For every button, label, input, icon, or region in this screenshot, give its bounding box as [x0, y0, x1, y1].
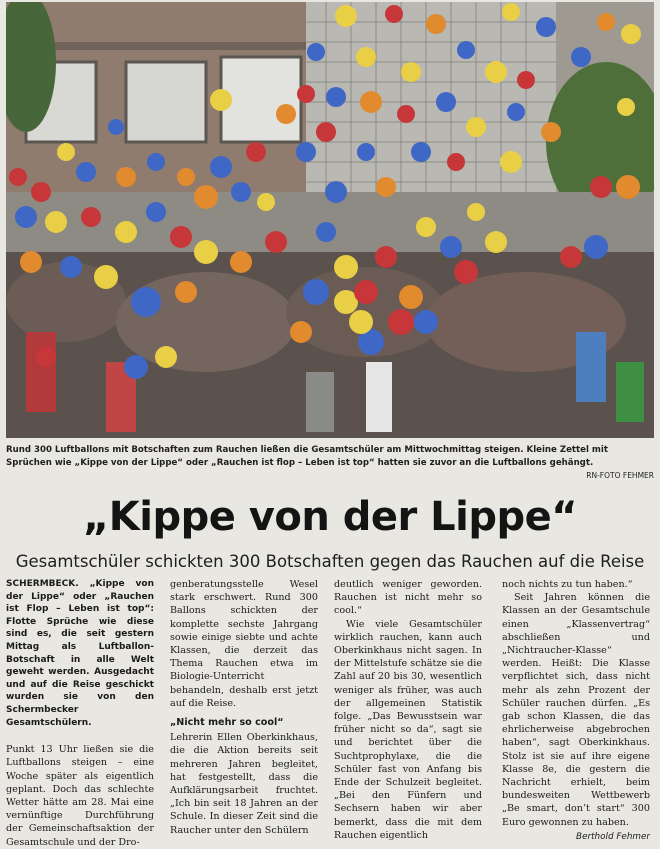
balloon-release-photo — [6, 2, 654, 438]
subheadline: Gesamtschüler schickten 300 Botschaften gegen das Rauchen auf die Reise — [15, 552, 645, 571]
body-paragraph: deutlich weniger geworden. Rauchen ist nicht mehr so cool.“ — [334, 579, 482, 617]
photo-caption — [6, 444, 654, 483]
body-paragraph: Seit Jahren können die Klassen an der Gesamtschule einen „Klassenvertrag“ abschließen und „Nichtraucher-Klasse“ werden. Heißt: Die Klasse verpflichtet sich, dass nicht mehr als zehn Prozent der Schüler rauchen dürfen. „Es gab schon Klassen, die das ehrlicherweise abgebrochen haben“, sagt Oberkinkhaus. Stolz ist sie auf ihre eigene Klasse 8e, die gestern die Nachricht erhielt, beim bundesweiten Wettbewerb „Be smart, don’t start“ 300 Euro gewonnen zu haben. — [502, 592, 650, 828]
article-column-4 — [502, 578, 650, 844]
body-paragraph: noch nichts zu tun haben.“ — [502, 579, 633, 590]
intertitle: „Nicht mehr so cool“ — [170, 717, 284, 729]
article-column-3 — [334, 578, 482, 842]
lead-paragraph: SCHERMBECK. „Kippe von der Lippe“ oder „Rauchen ist Flop – Leben ist top“: Flotte Sprüche wie diese sind es, die seit gestern Mittag als Luftballon-Botschaft in alle Welt geweht werden. Ausgedacht und auf die Reise geschickt wurden sie von den Schermbecker Gesamtschülern. — [6, 579, 154, 728]
author-byline: Berthold Fehmer — [576, 831, 650, 842]
body-paragraph: Punkt 13 Uhr ließen sie die Luftballons steigen – eine Woche später als eigentlich geplant. Doch das schlechte Wetter hätte am 28. Mai eine vernünftige Durchführung der Gemeinschaftsaktion der Gesamtschule und der Dro- — [6, 744, 154, 848]
caption-text: Rund 300 Luftballons mit Botschaften zum Rauchen ließen die Gesamtschüler am Mittwochmittag steigen. Kleine Zettel mit Sprüchen wie „Kippe von der Lippe“ oder „Rauchen ist flop – Leben ist top“ hatten sie zuvor an die Luftballons gehängt. — [6, 445, 608, 468]
photo-illustration — [6, 2, 654, 438]
body-paragraph: Lehrerin Ellen Oberkinkhaus, die die Aktion bereits seit mehreren Jahren begleitet, hat festgestellt, dass die Aufklärungsarbeit fruchtet. „Ich bin seit 18 Jahren an der Schule. In dieser Zeit sind die Raucher unter den Schülern — [170, 732, 318, 836]
headline: „Kippe von der Lippe“ — [82, 494, 578, 540]
photo-credit: RN-FOTO FEHMER — [586, 471, 654, 480]
body-paragraph: Wie viele Gesamtschüler wirklich rauchen, kann auch Oberkinkhaus nicht sagen. In der Mittelstufe schätze sie die Zahl auf 20 bis 30, wesentlich weniger als früher, was auch der allgemeinen Statistik folge. „Das Bewusstsein war früher nicht so da“, sagt sie und berichtet über die Suchtprophylaxe, die die Schüler fast von Anfang bis Ende der Schulzeit begleitet. „Bei den Fünfern und Sechsern haben wir aber bemerkt, dass die mit dem Rauchen eigentlich — [334, 618, 482, 841]
article-column-1 — [6, 578, 154, 849]
article-column-2 — [170, 578, 318, 837]
body-paragraph: genberatungsstelle Wesel stark erschwert. Rund 300 Ballons schickten der komplette sechste Jahrgang sowie einige siebte und achte Klassen, die derzeit das Thema Rauchen etwa im Biologie-Unterricht behandeln, deshalb erst jetzt auf die Reise. — [170, 579, 318, 709]
